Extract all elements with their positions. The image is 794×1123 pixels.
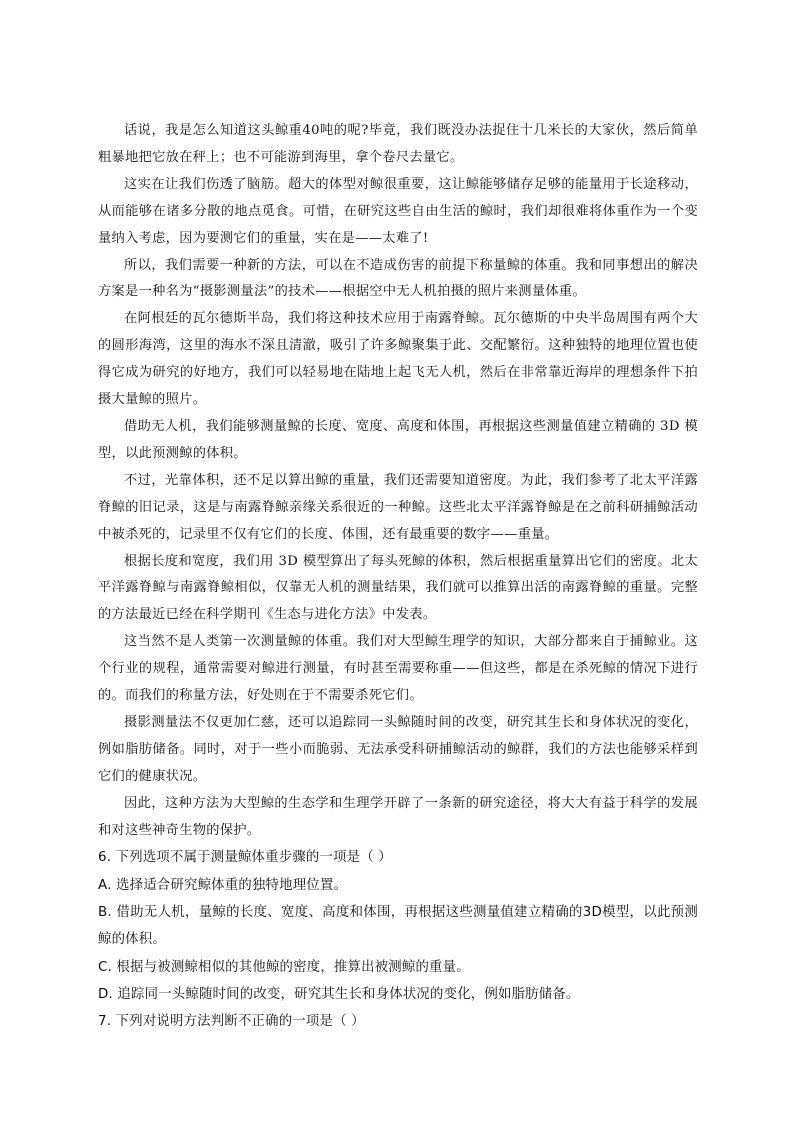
article-paragraph: 因此，这种方法为大型鲸的生态学和生理学开辟了一条新的研究途径，将大大有益于科学的发展和对这些神奇生物的保护。 (98, 795, 698, 838)
article-paragraph: 这当然不是人类第一次测量鲸的体重。我们对大型鲸生理学的知识，大部分都来自于捕鲸业。这个行业的规程，通常需要对鲸进行测量，有时甚至需要称重——但这些，都是在杀死鲸的情况下进行的。而我们的称量方法，好处则在于不需要杀死它们。 (98, 634, 698, 704)
article-body (98, 118, 698, 844)
article-paragraph: 这实在让我们伤透了脑筋。超大的体型对鲸很重要，这让鲸能够储存足够的能量用于长途移动，从而能够在诸多分散的地点觅食。可惜，在研究这些自由生活的鲸时，我们却很难将体重作为一个变量纳入考虑，因为要测它们的重量，实在是——太难了! (98, 176, 698, 246)
question-7 (98, 1008, 698, 1035)
question-stem: 6. 下列选项不属于测量鲸体重步骤的一项是（ ） (98, 850, 392, 866)
question-6 (98, 844, 698, 1008)
article-paragraph: 借助无人机，我们能够测量鲸的长度、宽度、高度和体围，再根据这些测量值建立精确的 3D 模型，以此预测鲸的体积。 (98, 418, 698, 461)
page-content (98, 118, 698, 1036)
article-paragraph: 在阿根廷的瓦尔德斯半岛，我们将这种技术应用于南露脊鲸。瓦尔德斯的中央半岛周围有两个大的圆形海湾，这里的海水不深且清澈，吸引了许多鲸聚集于此、交配繁衍。这种独特的地理位置也使得它成为研究的好地方，我们可以轻易地在陆地上起飞无人机，然后在非常靠近海岸的理想条件下拍摄大量鲸的照片。 (98, 311, 698, 408)
article-paragraph: 话说，我是怎么知道这头鲸重40吨的呢?毕竟，我们既没办法捉住十几米长的大家伙，然后简单粗暴地把它放在秤上；也不可能游到海里，拿个卷尺去量它。 (98, 123, 698, 165)
question-option-a: A. 选择适合研究鲸体重的独特地理位置。 (98, 877, 348, 893)
question-option-c: C. 根据与被测鲸相似的其他鲸的密度，推算出被测鲸的重量。 (98, 959, 470, 975)
article-paragraph: 所以，我们需要一种新的方法，可以在不造成伤害的前提下称量鲸的体重。我和同事想出的解决方案是一种名为“摄影测量法”的技术——根据空中无人机拍摄的照片来测量体重。 (98, 257, 698, 300)
article-paragraph: 不过，光靠体积，还不足以算出鲸的重量，我们还需要知道密度。为此，我们参考了北太平洋露脊鲸的旧记录，这是与南露脊鲸亲缘关系很近的一种鲸。这些北太平洋露脊鲸是在之前科研捕鲸活动中被杀死的，记录里不仅有它们的长度、体围，还有最重要的数字——重量。 (98, 472, 698, 542)
question-option-d: D. 追踪同一头鲸随时间的改变，研究其生长和身体状况的变化，例如脂肪储备。 (98, 986, 580, 1002)
question-option-b: B. 借助无人机，量鲸的长度、宽度、高度和体围，再根据这些测量值建立精确的3D模型，以此预测鲸的体积。 (98, 905, 698, 948)
article-paragraph: 根据长度和宽度，我们用 3D 模型算出了每头死鲸的体积，然后根据重量算出它们的密度。北太平洋露脊鲸与南露脊鲸相似，仅靠无人机的测量结果，我们就可以推算出活的南露脊鲸的重量。完整的方法最近已经在科学期刊《生态与进化方法》中发表。 (98, 553, 698, 623)
article-paragraph: 摄影测量法不仅更加仁慈，还可以追踪同一头鲸随时间的改变，研究其生长和身体状况的变化，例如脂肪储备。同时，对于一些小而脆弱、无法承受科研捕鲸活动的鲸群，我们的方法也能够采样到它们的健康状况。 (98, 714, 698, 784)
question-stem: 7. 下列对说明方法判断不正确的一项是（ ） (98, 1014, 365, 1030)
